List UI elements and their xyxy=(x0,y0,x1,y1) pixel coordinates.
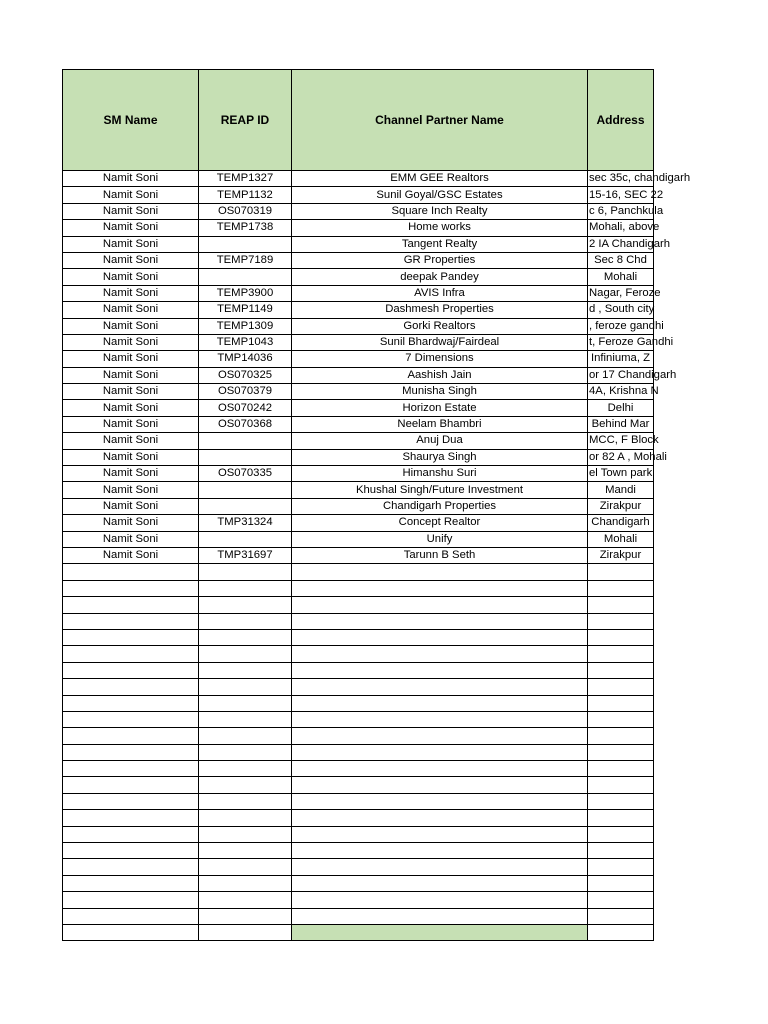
empty-cell[interactable] xyxy=(292,646,588,662)
sm-name-cell[interactable]: Namit Soni xyxy=(63,220,199,236)
sm-name-cell[interactable]: Namit Soni xyxy=(63,482,199,498)
empty-cell[interactable] xyxy=(199,597,292,613)
sm-name-cell[interactable]: Namit Soni xyxy=(63,236,199,252)
empty-cell[interactable] xyxy=(292,695,588,711)
reap-id-cell[interactable]: TEMP1309 xyxy=(199,318,292,334)
sm-name-cell[interactable]: Namit Soni xyxy=(63,334,199,350)
table-row xyxy=(63,531,654,547)
empty-table-row xyxy=(63,843,654,859)
empty-cell[interactable] xyxy=(588,875,654,891)
reap-id-cell[interactable]: TEMP1149 xyxy=(199,302,292,318)
table-row xyxy=(63,252,654,268)
empty-table-row xyxy=(63,744,654,760)
table-body xyxy=(63,171,691,941)
empty-cell[interactable] xyxy=(292,892,588,908)
empty-table-row xyxy=(63,679,654,695)
reap-id-cell[interactable] xyxy=(199,449,292,465)
empty-cell[interactable] xyxy=(199,843,292,859)
empty-cell[interactable] xyxy=(63,728,199,744)
empty-cell[interactable] xyxy=(63,597,199,613)
partner-name-cell[interactable]: Anuj Dua xyxy=(292,433,588,449)
sm-name-cell[interactable]: Namit Soni xyxy=(63,269,199,285)
empty-cell[interactable] xyxy=(199,826,292,842)
empty-table-row xyxy=(63,597,654,613)
empty-cell[interactable] xyxy=(588,744,654,760)
address-cell[interactable]: Mohali, above xyxy=(588,220,654,236)
table-row xyxy=(63,400,654,416)
empty-cell[interactable] xyxy=(63,646,199,662)
reap-id-cell[interactable]: TMP31697 xyxy=(199,547,292,563)
table-row xyxy=(63,367,654,383)
partner-name-cell[interactable]: Sunil Goyal/GSC Estates xyxy=(292,187,588,203)
empty-cell[interactable] xyxy=(292,613,588,629)
table-row xyxy=(63,187,654,203)
empty-cell[interactable] xyxy=(588,646,654,662)
address-cell[interactable]: c 6, Panchkula xyxy=(588,203,654,219)
empty-cell[interactable] xyxy=(588,728,654,744)
sm-name-cell[interactable]: Namit Soni xyxy=(63,416,199,432)
table-row xyxy=(63,220,654,236)
empty-cell[interactable] xyxy=(588,564,654,580)
empty-cell[interactable] xyxy=(63,826,199,842)
empty-cell[interactable] xyxy=(199,613,292,629)
empty-cell[interactable] xyxy=(292,908,588,924)
empty-cell[interactable] xyxy=(292,810,588,826)
empty-cell[interactable] xyxy=(588,613,654,629)
empty-table-row xyxy=(63,859,654,875)
empty-table-row xyxy=(63,908,654,924)
table-row xyxy=(63,334,654,350)
empty-cell[interactable] xyxy=(292,711,588,727)
empty-cell[interactable] xyxy=(292,761,588,777)
empty-cell[interactable] xyxy=(588,908,654,924)
empty-table-row xyxy=(63,564,654,580)
partner-name-cell[interactable]: Concept Realtor xyxy=(292,515,588,531)
empty-cell[interactable] xyxy=(588,629,654,645)
address-cell[interactable]: t, Feroze Gandhi xyxy=(588,334,654,350)
empty-cell[interactable] xyxy=(63,793,199,809)
empty-cell[interactable] xyxy=(63,892,199,908)
address-cell[interactable]: Delhi xyxy=(588,400,654,416)
reap-id-cell[interactable]: TEMP1738 xyxy=(199,220,292,236)
reap-id-cell[interactable]: OS070379 xyxy=(199,384,292,400)
partner-name-cell[interactable]: AVIS Infra xyxy=(292,285,588,301)
reap-id-cell[interactable] xyxy=(199,236,292,252)
empty-cell[interactable] xyxy=(63,679,199,695)
partner-name-cell[interactable]: Himanshu Suri xyxy=(292,466,588,482)
partner-name-cell[interactable]: Horizon Estate xyxy=(292,400,588,416)
empty-table-row xyxy=(63,613,654,629)
header-address[interactable]: Address xyxy=(588,70,654,171)
partner-name-cell[interactable]: Gorki Realtors xyxy=(292,318,588,334)
partner-name-cell[interactable]: Home works xyxy=(292,220,588,236)
address-cell[interactable]: Zirakpur xyxy=(588,547,654,563)
empty-cell[interactable] xyxy=(199,777,292,793)
empty-cell[interactable] xyxy=(199,859,292,875)
sm-name-cell[interactable]: Namit Soni xyxy=(63,187,199,203)
sm-name-cell[interactable]: Namit Soni xyxy=(63,203,199,219)
empty-cell[interactable] xyxy=(588,662,654,678)
reap-id-cell[interactable]: TEMP1327 xyxy=(199,171,292,187)
address-cell[interactable]: or 17 Chandigarh xyxy=(588,367,654,383)
empty-cell[interactable] xyxy=(63,777,199,793)
partner-name-cell[interactable]: 7 Dimensions xyxy=(292,351,588,367)
empty-cell[interactable] xyxy=(588,761,654,777)
table-row xyxy=(63,449,654,465)
address-cell[interactable]: Mohali xyxy=(588,269,654,285)
empty-table-row xyxy=(63,924,654,940)
table-header xyxy=(63,70,654,171)
empty-cell[interactable] xyxy=(63,613,199,629)
partner-name-cell[interactable]: Square Inch Realty xyxy=(292,203,588,219)
empty-cell[interactable] xyxy=(588,826,654,842)
empty-cell[interactable] xyxy=(292,924,588,940)
reap-id-cell[interactable]: OS070242 xyxy=(199,400,292,416)
empty-cell[interactable] xyxy=(588,580,654,596)
empty-cell[interactable] xyxy=(292,843,588,859)
address-cell[interactable]: Sec 8 Chd xyxy=(588,252,654,268)
empty-cell[interactable] xyxy=(199,695,292,711)
partner-name-cell[interactable]: Neelam Bhambri xyxy=(292,416,588,432)
address-cell[interactable]: or 82 A , Mohali xyxy=(588,449,654,465)
table-row xyxy=(63,318,654,334)
address-cell[interactable]: Zirakpur xyxy=(588,498,654,514)
empty-cell[interactable] xyxy=(292,859,588,875)
empty-cell[interactable] xyxy=(588,711,654,727)
reap-id-cell[interactable]: OS070368 xyxy=(199,416,292,432)
empty-cell[interactable] xyxy=(292,826,588,842)
empty-table-row xyxy=(63,662,654,678)
header-row xyxy=(63,70,654,171)
table-row xyxy=(63,269,654,285)
sm-name-cell[interactable]: Namit Soni xyxy=(63,384,199,400)
address-cell[interactable]: el Town park xyxy=(588,466,654,482)
empty-cell[interactable] xyxy=(292,564,588,580)
empty-cell[interactable] xyxy=(63,810,199,826)
empty-cell[interactable] xyxy=(199,892,292,908)
empty-cell[interactable] xyxy=(199,875,292,891)
empty-cell[interactable] xyxy=(588,843,654,859)
table-row xyxy=(63,466,654,482)
address-cell[interactable]: d , South city xyxy=(588,302,654,318)
empty-table-row xyxy=(63,875,654,891)
empty-cell[interactable] xyxy=(199,744,292,760)
empty-cell[interactable] xyxy=(63,662,199,678)
empty-cell[interactable] xyxy=(199,908,292,924)
empty-cell[interactable] xyxy=(588,695,654,711)
spreadsheet xyxy=(62,69,691,953)
empty-table-row xyxy=(63,810,654,826)
empty-cell[interactable] xyxy=(588,679,654,695)
empty-cell[interactable] xyxy=(63,875,199,891)
empty-table-row xyxy=(63,728,654,744)
reap-id-cell[interactable]: OS070325 xyxy=(199,367,292,383)
sm-name-cell[interactable]: Namit Soni xyxy=(63,351,199,367)
empty-cell[interactable] xyxy=(63,744,199,760)
reap-id-cell[interactable]: OS070335 xyxy=(199,466,292,482)
empty-cell[interactable] xyxy=(63,761,199,777)
empty-cell[interactable] xyxy=(199,728,292,744)
empty-cell[interactable] xyxy=(292,777,588,793)
table-row xyxy=(63,171,654,187)
empty-cell[interactable] xyxy=(588,810,654,826)
channel-partner-table xyxy=(62,69,691,941)
table-row xyxy=(63,236,654,252)
sm-name-cell[interactable]: Namit Soni xyxy=(63,318,199,334)
empty-cell[interactable] xyxy=(63,629,199,645)
empty-table-row xyxy=(63,711,654,727)
table-row xyxy=(63,351,654,367)
empty-cell[interactable] xyxy=(588,793,654,809)
sm-name-cell[interactable]: Namit Soni xyxy=(63,285,199,301)
address-cell[interactable]: Mandi xyxy=(588,482,654,498)
empty-cell[interactable] xyxy=(292,580,588,596)
address-cell[interactable]: , feroze gandhi xyxy=(588,318,654,334)
partner-name-cell[interactable]: Unify xyxy=(292,531,588,547)
empty-table-row xyxy=(63,646,654,662)
empty-cell[interactable] xyxy=(199,761,292,777)
empty-cell[interactable] xyxy=(292,728,588,744)
empty-table-row xyxy=(63,777,654,793)
table-row xyxy=(63,384,654,400)
table-row xyxy=(63,416,654,432)
reap-id-cell[interactable]: TEMP3900 xyxy=(199,285,292,301)
empty-table-row xyxy=(63,892,654,908)
sm-name-cell[interactable]: Namit Soni xyxy=(63,433,199,449)
partner-name-cell[interactable]: EMM GEE Realtors xyxy=(292,171,588,187)
header-reap-id[interactable]: REAP ID xyxy=(199,70,292,171)
address-cell[interactable]: MCC, F Block xyxy=(588,433,654,449)
address-cell[interactable]: 2 IA Chandigarh xyxy=(588,236,654,252)
address-cell[interactable]: Behind Mar xyxy=(588,416,654,432)
table-row xyxy=(63,302,654,318)
partner-name-cell[interactable]: deepak Pandey xyxy=(292,269,588,285)
empty-cell[interactable] xyxy=(63,843,199,859)
empty-cell[interactable] xyxy=(588,777,654,793)
partner-name-cell[interactable]: GR Properties xyxy=(292,252,588,268)
address-cell[interactable]: Mohali xyxy=(588,531,654,547)
empty-cell[interactable] xyxy=(292,793,588,809)
empty-cell[interactable] xyxy=(199,924,292,940)
partner-name-cell[interactable]: Aashish Jain xyxy=(292,367,588,383)
header-sm-name[interactable]: SM Name xyxy=(63,70,199,171)
empty-cell[interactable] xyxy=(63,711,199,727)
partner-name-cell[interactable]: Chandigarh Properties xyxy=(292,498,588,514)
empty-cell[interactable] xyxy=(292,662,588,678)
address-cell[interactable]: Infiniuma, Z xyxy=(588,351,654,367)
empty-cell[interactable] xyxy=(199,580,292,596)
reap-id-cell[interactable]: TEMP1043 xyxy=(199,334,292,350)
empty-cell[interactable] xyxy=(588,924,654,940)
empty-cell[interactable] xyxy=(63,695,199,711)
reap-id-cell[interactable]: TEMP1132 xyxy=(199,187,292,203)
empty-cell[interactable] xyxy=(292,875,588,891)
table-row xyxy=(63,515,654,531)
table-row xyxy=(63,547,654,563)
empty-table-row xyxy=(63,629,654,645)
empty-cell[interactable] xyxy=(199,711,292,727)
reap-id-cell[interactable]: TMP14036 xyxy=(199,351,292,367)
empty-cell[interactable] xyxy=(199,564,292,580)
sm-name-cell[interactable]: Namit Soni xyxy=(63,302,199,318)
address-cell[interactable]: 4A, Krishna N xyxy=(588,384,654,400)
reap-id-cell[interactable] xyxy=(199,269,292,285)
empty-cell[interactable] xyxy=(292,629,588,645)
partner-name-cell[interactable]: Dashmesh Properties xyxy=(292,302,588,318)
empty-cell[interactable] xyxy=(199,810,292,826)
address-cell[interactable]: Nagar, Feroze xyxy=(588,285,654,301)
empty-table-row xyxy=(63,826,654,842)
reap-id-cell[interactable]: TEMP7189 xyxy=(199,252,292,268)
sm-name-cell[interactable]: Namit Soni xyxy=(63,466,199,482)
empty-cell[interactable] xyxy=(588,892,654,908)
partner-name-cell[interactable]: Tarunn B Seth xyxy=(292,547,588,563)
empty-cell[interactable] xyxy=(199,793,292,809)
partner-name-cell[interactable]: Khushal Singh/Future Investment xyxy=(292,482,588,498)
empty-cell[interactable] xyxy=(199,629,292,645)
address-cell[interactable]: sec 35c, chandigarh xyxy=(588,171,654,187)
sm-name-cell[interactable]: Namit Soni xyxy=(63,171,199,187)
reap-id-cell[interactable] xyxy=(199,531,292,547)
empty-cell[interactable] xyxy=(63,908,199,924)
reap-id-cell[interactable] xyxy=(199,433,292,449)
empty-cell[interactable] xyxy=(199,679,292,695)
address-cell[interactable]: 15-16, SEC 22 xyxy=(588,187,654,203)
table-row xyxy=(63,203,654,219)
sm-name-cell[interactable]: Namit Soni xyxy=(63,367,199,383)
table-row xyxy=(63,498,654,514)
sm-name-cell[interactable]: Namit Soni xyxy=(63,547,199,563)
address-cell[interactable]: Chandigarh xyxy=(588,515,654,531)
empty-cell[interactable] xyxy=(63,924,199,940)
table-row xyxy=(63,433,654,449)
reap-id-cell[interactable] xyxy=(199,498,292,514)
empty-cell[interactable] xyxy=(63,580,199,596)
sm-name-cell[interactable]: Namit Soni xyxy=(63,400,199,416)
sm-name-cell[interactable]: Namit Soni xyxy=(63,515,199,531)
empty-cell[interactable] xyxy=(292,744,588,760)
empty-table-row xyxy=(63,793,654,809)
empty-cell[interactable] xyxy=(199,662,292,678)
sm-name-cell[interactable]: Namit Soni xyxy=(63,252,199,268)
partner-name-cell[interactable]: Sunil Bhardwaj/Fairdeal xyxy=(292,334,588,350)
empty-table-row xyxy=(63,761,654,777)
empty-cell[interactable] xyxy=(63,564,199,580)
empty-cell[interactable] xyxy=(292,679,588,695)
partner-name-cell[interactable]: Tangent Realty xyxy=(292,236,588,252)
table-row xyxy=(63,285,654,301)
empty-cell[interactable] xyxy=(199,646,292,662)
header-channel-partner-name[interactable]: Channel Partner Name xyxy=(292,70,588,171)
empty-cell[interactable] xyxy=(292,597,588,613)
partner-name-cell[interactable]: Munisha Singh xyxy=(292,384,588,400)
reap-id-cell[interactable] xyxy=(199,482,292,498)
reap-id-cell[interactable]: OS070319 xyxy=(199,203,292,219)
sm-name-cell[interactable]: Namit Soni xyxy=(63,498,199,514)
empty-cell[interactable] xyxy=(588,597,654,613)
empty-table-row xyxy=(63,695,654,711)
empty-cell[interactable] xyxy=(588,859,654,875)
sm-name-cell[interactable]: Namit Soni xyxy=(63,531,199,547)
empty-table-row xyxy=(63,580,654,596)
reap-id-cell[interactable]: TMP31324 xyxy=(199,515,292,531)
partner-name-cell[interactable]: Shaurya Singh xyxy=(292,449,588,465)
table-row xyxy=(63,482,654,498)
sm-name-cell[interactable]: Namit Soni xyxy=(63,449,199,465)
empty-cell[interactable] xyxy=(63,859,199,875)
